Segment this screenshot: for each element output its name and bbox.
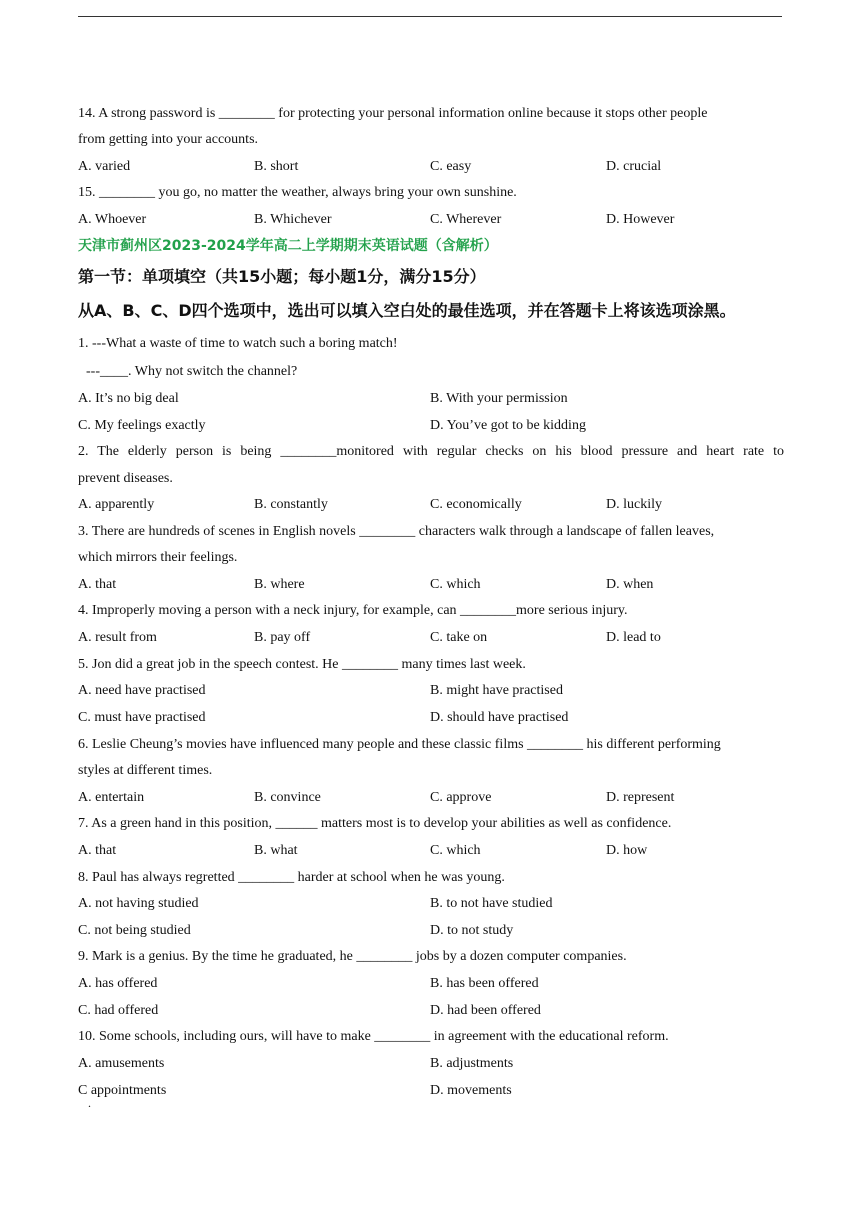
q2-stem-line1: 2. The elderly person is being ________monitored with regular checks on his blood pressure and heart rate to [78,444,784,459]
q4-option-b: B. pay off [254,630,311,645]
q8-option-c: C. not being studied [78,923,191,938]
q8-option-d: D. to not study [430,923,514,938]
q9-stem: 9. Mark is a genius. By the time he graduated, he ________ jobs by a dozen computer companies. [78,949,627,964]
header-rule [78,16,782,17]
q4-option-a: A. result from [78,630,157,645]
q9-option-b: B. has been offered [430,976,539,991]
q4-option-d: D. lead to [606,630,661,645]
q7-option-a: A. that [78,843,117,858]
q4-option-c: C. take on [430,630,488,645]
q8-stem: 8. Paul has always regretted ________ harder at school when he was young. [78,870,505,885]
q3-option-d: D. when [606,577,654,592]
q10-option-c: C appointments [78,1083,167,1098]
q6-option-d: D. represent [606,790,675,805]
q1-stem-line2: ---____. Why not switch the channel? [86,364,298,379]
q4-stem: 4. Improperly moving a person with a neck injury, for example, can ________more serious injury. [78,603,628,618]
q2-stem-line2: prevent diseases. [78,471,173,486]
q3-option-c: C. which [430,577,481,592]
q1-option-d: D. You’ve got to be kidding [430,418,586,433]
q6-stem-line2: styles at different times. [78,763,213,778]
q5-stem: 5. Jon did a great job in the speech contest. He ________ many times last week. [78,657,526,672]
q14-option-c: C. easy [430,159,472,174]
q10-option-d: D. movements [430,1083,512,1098]
q15-option-c: C. Wherever [430,212,502,227]
q1-stem-line1: 1. ---What a waste of time to watch such a boring match! [78,336,398,351]
q3-stem-line2: which mirrors their feelings. [78,550,238,565]
q14-stem-line2: from getting into your accounts. [78,132,259,147]
q2-option-d: D. luckily [606,497,662,512]
q15-option-a: A. Whoever [78,212,147,227]
q10-option-a: A. amusements [78,1056,165,1071]
q3-option-a: A. that [78,577,117,592]
q5-option-a: A. need have practised [78,683,206,698]
section-instructions: 从A、B、C、D四个选项中，选出可以填入空白处的最佳选项，并在答题卡上将该选项涂黑。 [78,301,736,320]
q14-option-b: B. short [254,159,299,174]
q7-option-c: C. which [430,843,481,858]
q2-option-a: A. apparently [78,497,155,512]
q10-option-b: B. adjustments [430,1056,514,1071]
q5-option-c: C. must have practised [78,710,206,725]
section-heading: 第一节：单项填空（共15小题；每小题1分，满分15分） [78,267,486,286]
q7-option-b: B. what [254,843,298,858]
q3-stem-line1: 3. There are hundreds of scenes in English novels ________ characters walk through a landscape of fallen leaves, [78,524,715,539]
q6-option-b: B. convince [254,790,321,805]
q7-option-d: D. how [606,843,648,858]
q7-stem: 7. As a green hand in this position, ______ matters most is to develop your abilities as well as confidence. [78,816,672,831]
q14-option-d: D. crucial [606,159,662,174]
q9-option-c: C. had offered [78,1003,159,1018]
q9-option-d: D. had been offered [430,1003,541,1018]
stray-mark: . [88,1096,91,1110]
exam-source-title: 天津市蓟州区2023-2024学年高二上学期期末英语试题（含解析） [78,238,498,254]
q15-option-b: B. Whichever [254,212,332,227]
q2-option-c: C. economically [430,497,522,512]
q3-option-b: B. where [254,577,305,592]
q1-option-b: B. With your permission [430,391,568,406]
q10-stem: 10. Some schools, including ours, will have to make ________ in agreement with the educational reform. [78,1029,669,1044]
q6-option-c: C. approve [430,790,492,805]
q6-option-a: A. entertain [78,790,145,805]
q1-option-a: A. It’s no big deal [78,391,179,406]
q9-option-a: A. has offered [78,976,158,991]
q14-stem-line1: 14. A strong password is ________ for protecting your personal information online because it stops other people [78,106,708,121]
q2-option-b: B. constantly [254,497,328,512]
q15-option-d: D. However [606,212,675,227]
q5-option-b: B. might have practised [430,683,563,698]
q8-option-b: B. to not have studied [430,896,553,911]
q1-option-c: C. My feelings exactly [78,418,206,433]
q5-option-d: D. should have practised [430,710,569,725]
q6-stem-line1: 6. Leslie Cheung’s movies have influenced many people and these classic films ________ his different performing [78,737,721,752]
q15-stem: 15. ________ you go, no matter the weather, always bring your own sunshine. [78,185,517,200]
q8-option-a: A. not having studied [78,896,199,911]
q14-option-a: A. varied [78,159,131,174]
